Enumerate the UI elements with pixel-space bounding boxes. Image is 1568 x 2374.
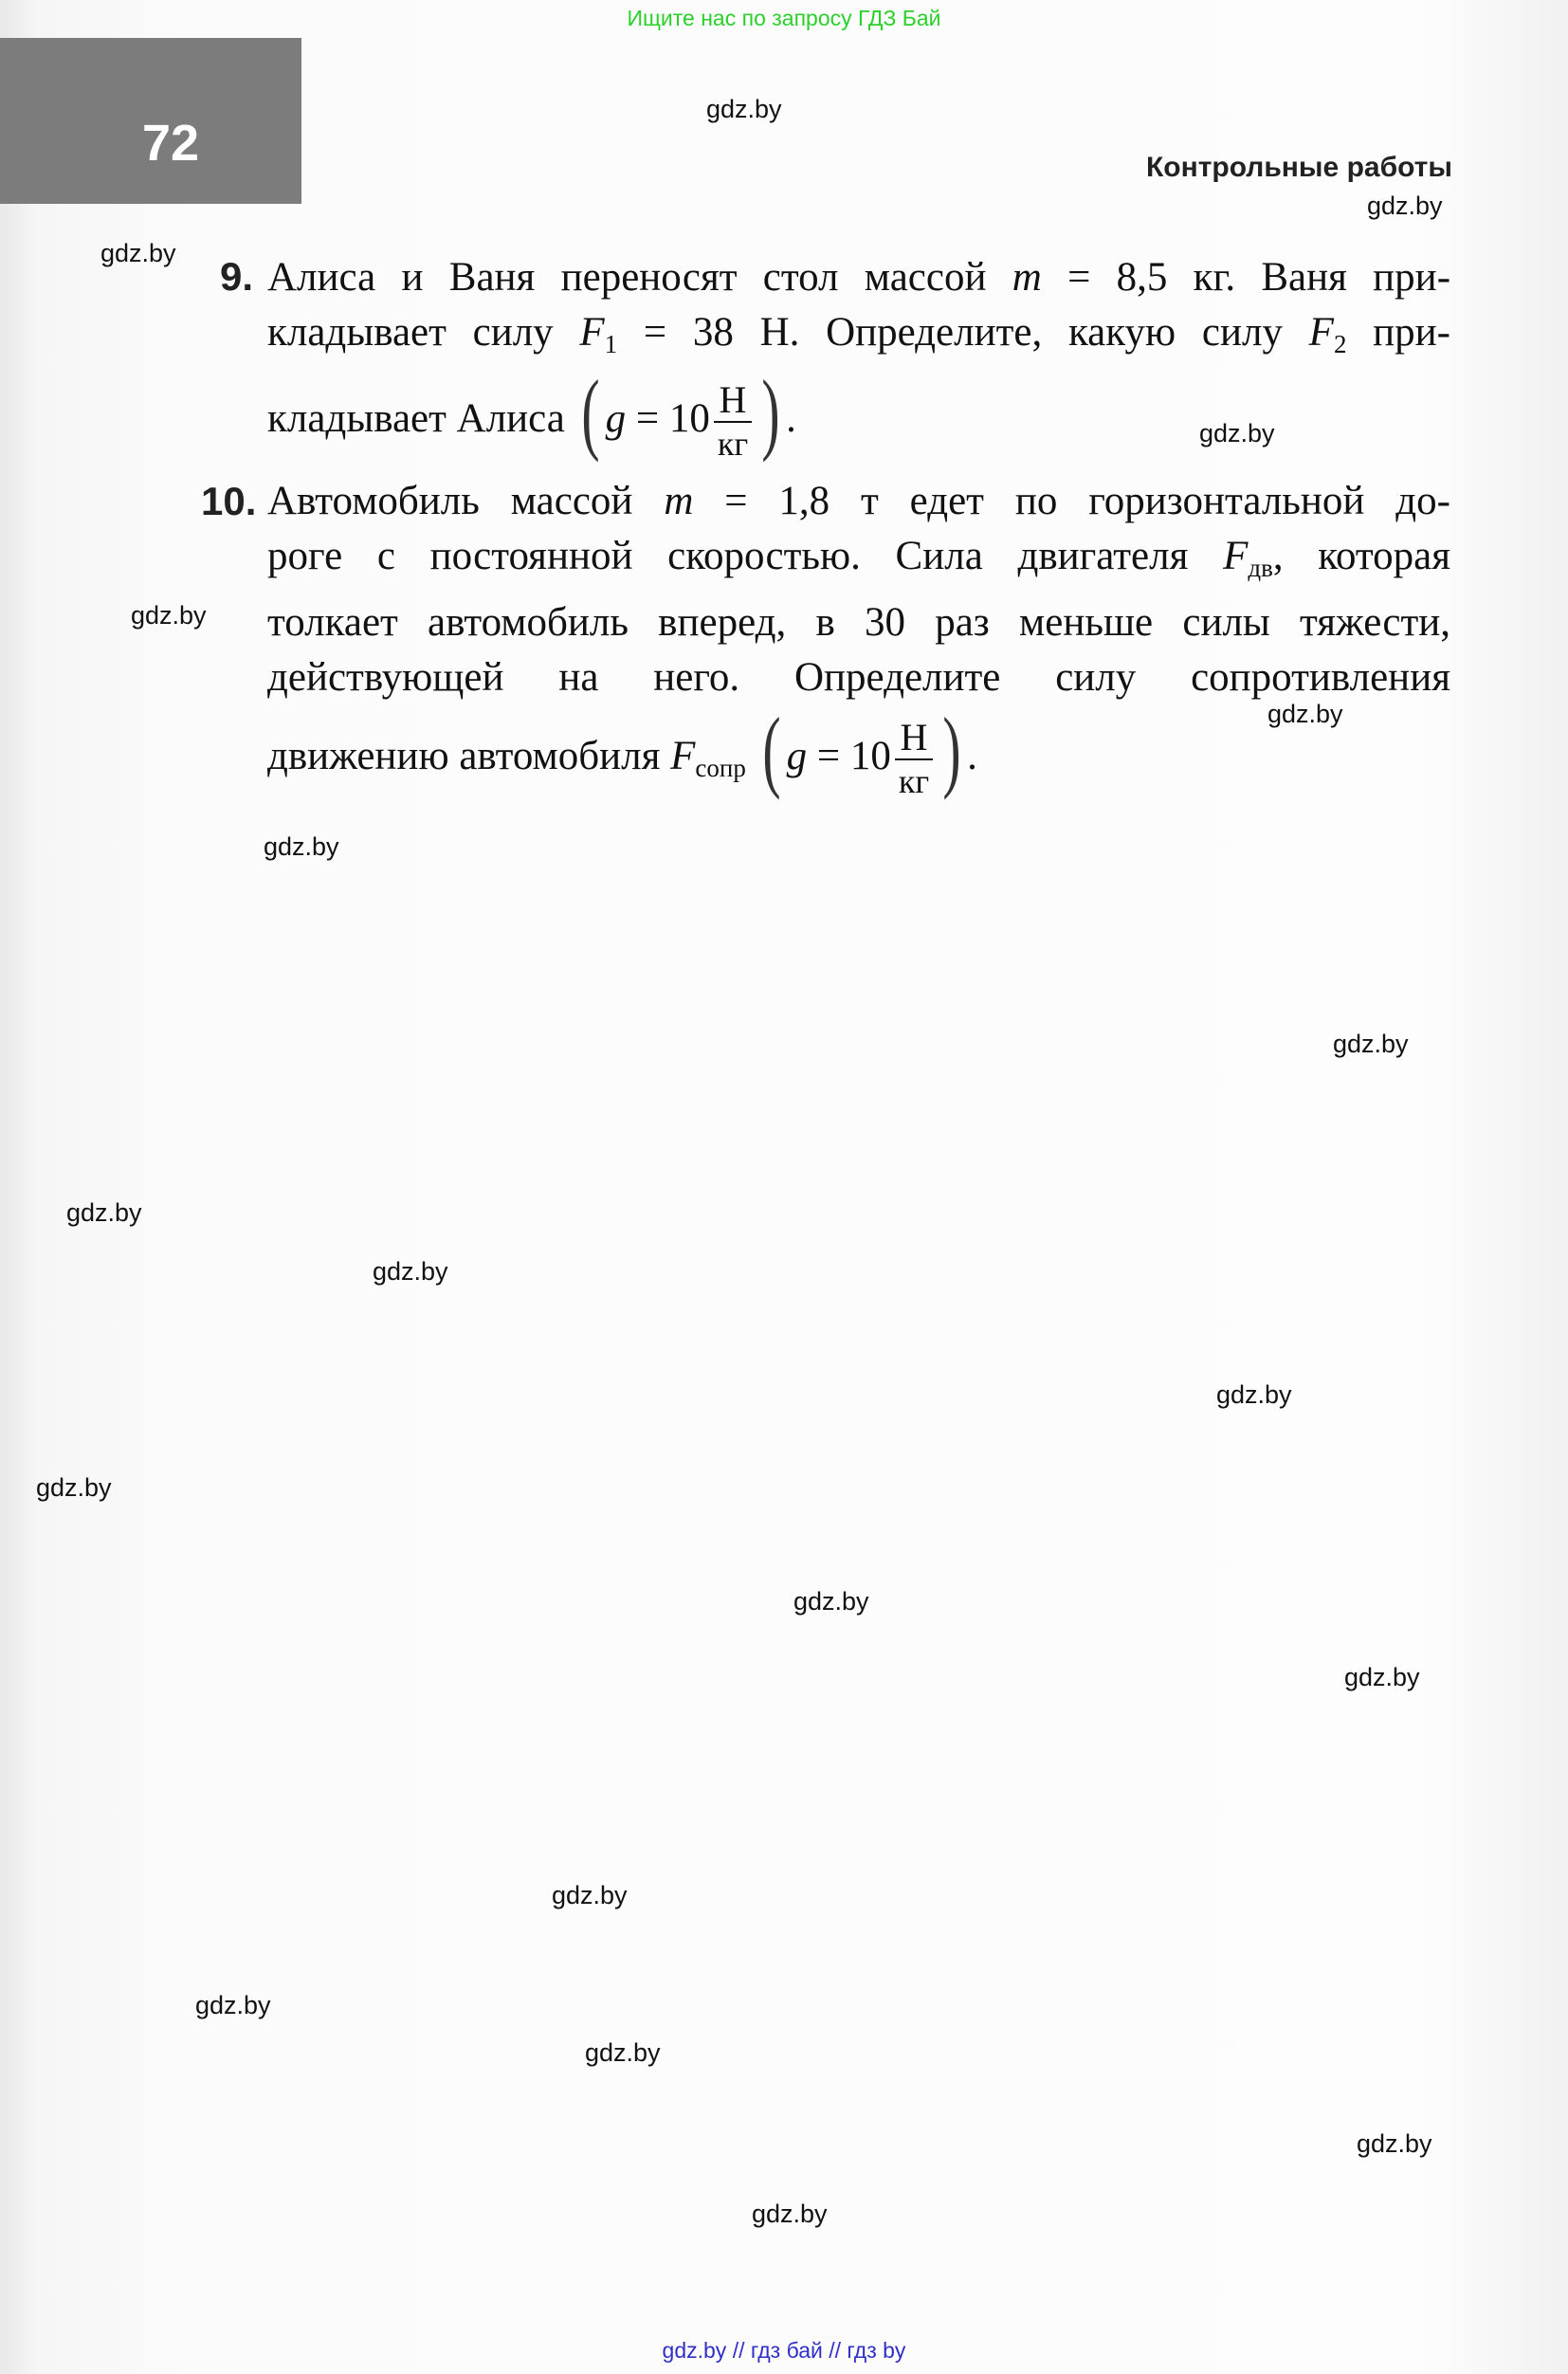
watermark: gdz.by — [1216, 1380, 1292, 1409]
watermark: gdz.by — [752, 2200, 828, 2228]
watermark: gdz.by — [706, 95, 782, 123]
watermark: gdz.by — [100, 239, 176, 267]
problem-9-line-1: Алиса и Ваня переносят стол массой m = 8,5 кг. Ваня при- — [267, 255, 1451, 300]
problem-10-line-1: Автомобиль массой m = 1,8 т едет по горизонтальной до- — [267, 479, 1450, 523]
watermark: gdz.by — [1344, 1663, 1420, 1691]
unit-fraction: $\frac{Н}{кг}$ — [714, 379, 752, 465]
watermark: gdz.by — [131, 601, 207, 630]
problem-9-number: 9. — [220, 254, 254, 299]
problem-10-line-2: роге с постоянной скоростью. Сила двигателя $F_{дв}$, которая — [267, 534, 1450, 582]
page-number: 72 — [142, 115, 200, 172]
watermark: gdz.by — [793, 1587, 869, 1616]
watermark: gdz.by — [373, 1257, 448, 1286]
watermark: gdz.by — [552, 1881, 628, 1909]
problem-9-line-2: кладывает силу $F_1 = 38$ Н. Определите, какую силу $F_2$ при- — [267, 310, 1450, 358]
problem-10-number: 10. — [201, 479, 257, 523]
problem-10-line-3: толкает автомобиль вперед, в 30 раз меньше силы тяжести, — [267, 600, 1450, 645]
watermark: gdz.by — [1333, 1030, 1409, 1058]
search-banner[interactable]: Ищите нас по запросу ГДЗ Бай — [627, 6, 941, 30]
problem-9-line-3: кладывает Алиса ( g = 10 $\frac{Н}{кг}$ ) . — [267, 360, 796, 463]
watermark: gdz.by — [1367, 192, 1443, 220]
watermark: gdz.by — [585, 2038, 661, 2067]
running-header: Контрольные работы — [1145, 152, 1452, 183]
watermark: gdz.by — [1199, 419, 1275, 447]
problem-10 — [267, 474, 1450, 802]
problem-10-line-5: движению автомобиля $F_{сопр}$ ( g = 10 $\frac{Н}{кг}$ ) . — [267, 698, 977, 800]
watermark: gdz.by — [1357, 2129, 1432, 2158]
problem-10-line-4: действующей на него. Определите силу сопротивления — [267, 655, 1450, 700]
watermark: gdz.by — [36, 1473, 112, 1502]
footer-links[interactable]: gdz.by // гдз бай // гдз by — [662, 2338, 906, 2363]
watermark: gdz.by — [195, 1991, 271, 2019]
watermark: gdz.by — [264, 832, 339, 861]
watermark: gdz.by — [66, 1198, 142, 1227]
unit-fraction: $\frac{Н}{кг}$ — [895, 717, 933, 802]
watermark: gdz.by — [1267, 700, 1343, 728]
